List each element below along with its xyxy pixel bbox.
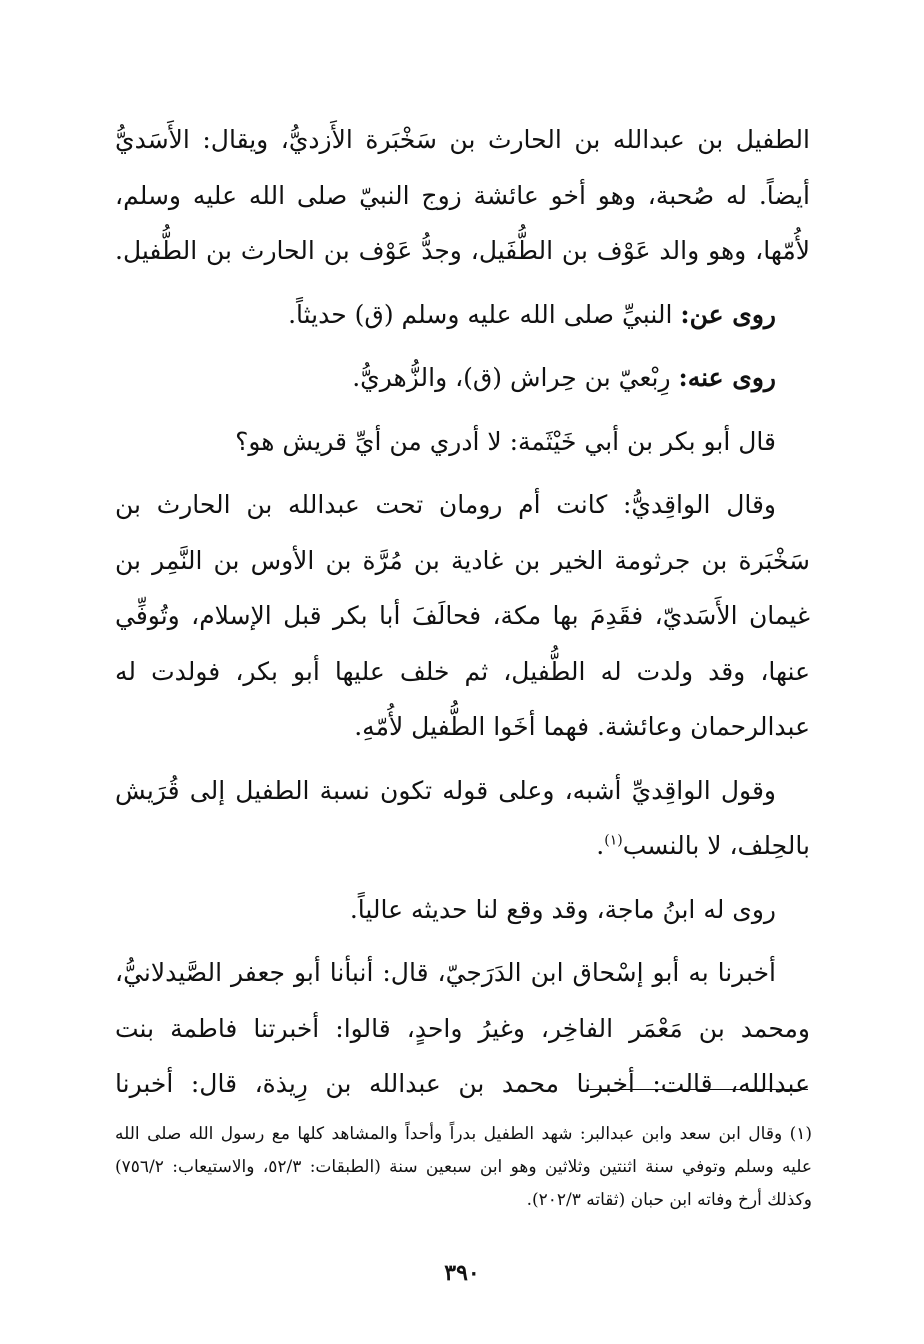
paragraph-waqidi: وقال الواقِديُّ: كانت أم رومان تحت عبدالله بن الحارث بن سَخْبَرة بن جرثومة الخير بن غادية بن مُرَّة بن الأوس بن النَّمِر بن غيمان الأَسَديّ، فقَدِمَ بها مكة، فحالَفَ أبا بكر قبل الإسلام، وتُوفِّي عنها، وقد ولدت له الطُّفيل، ثم خلف عليها أبو بكر، فولدت له عبدالرحمان وعائشة. فهما أخَوا الطُّفيل لأُمّهِ. [115, 490, 810, 741]
paragraph-narrated-from: روى عن: النبيِّ صلى الله عليه وسلم (ق) حديثاً. [288, 299, 776, 329]
page-number: ٣٩٠ [444, 1260, 480, 1286]
paragraph-abu-bakr-quote: قال أبو بكر بن أبي خَيْثَمة: لا أدري من أيِّ قريش هو؟ [235, 426, 776, 456]
footnote [115, 1118, 812, 1217]
label-narrated-by: روى عنه: [678, 363, 776, 392]
paragraph-isnad: أخبرنا به أبو إسْحاق ابن الدَرَجيّ، قال: أنبأنا أبو جعفر الصَّيدلانيُّ، ومحمد بن مَعْمَر الفاخِر، وغيرُ واحدٍ، قالوا: أخبرتنا فاطمة بنت عبدالله، قالت: أخبرنا محمد بن عبدالله بن رِيذة، قال: أخبرنا [115, 958, 810, 1098]
main-text [115, 112, 810, 1112]
footnote-reference: (١) [604, 832, 623, 849]
paragraph-ibn-majah: روى له ابنُ ماجة، وقد وقع لنا حديثه عالياً. [349, 894, 776, 924]
label-narrated-from: روى عن: [680, 299, 776, 329]
paragraph-narrated-by: روى عنه: رِبْعيّ بن حِراش (ق)، والزُّهريُّ. [352, 363, 776, 392]
paragraph-waqidi-opinion: وقول الواقِديِّ أشبه، وعلى قوله تكون نسبة الطفيل إلى قُرَيش بالحِلف، لا بالنسب$^{(١)}$. [115, 775, 810, 860]
footnote-divider [588, 1089, 808, 1090]
footnote-text: (١) وقال ابن سعد وابن عبدالبر: شهد الطفيل بدراً وأحداً والمشاهد كلها مع رسول الله صلى الله عليه وسلم وتوفي سنة اثنتين وثلاثين وهو ابن سبعين سنة (الطبقات: ٥٢/٣، والاستيعاب: ٧٥٦/٢) وكذلك أرخ وفاته ابن حبان (ثقاته ٢٠٢/٣). [115, 1124, 812, 1210]
paragraph-biography: الطفيل بن عبدالله بن الحارث بن سَخْبَرة الأَزديُّ، ويقال: الأَسَديُّ أيضاً. له صُحبة، وهو أخو عائشة زوج النبيّ صلى الله عليه وسلم، لأُمّها، وهو والد عَوْف بن الطُّفَيل، وجدُّ عَوْف بن الحارث بن الطُّفيل. [115, 125, 810, 265]
